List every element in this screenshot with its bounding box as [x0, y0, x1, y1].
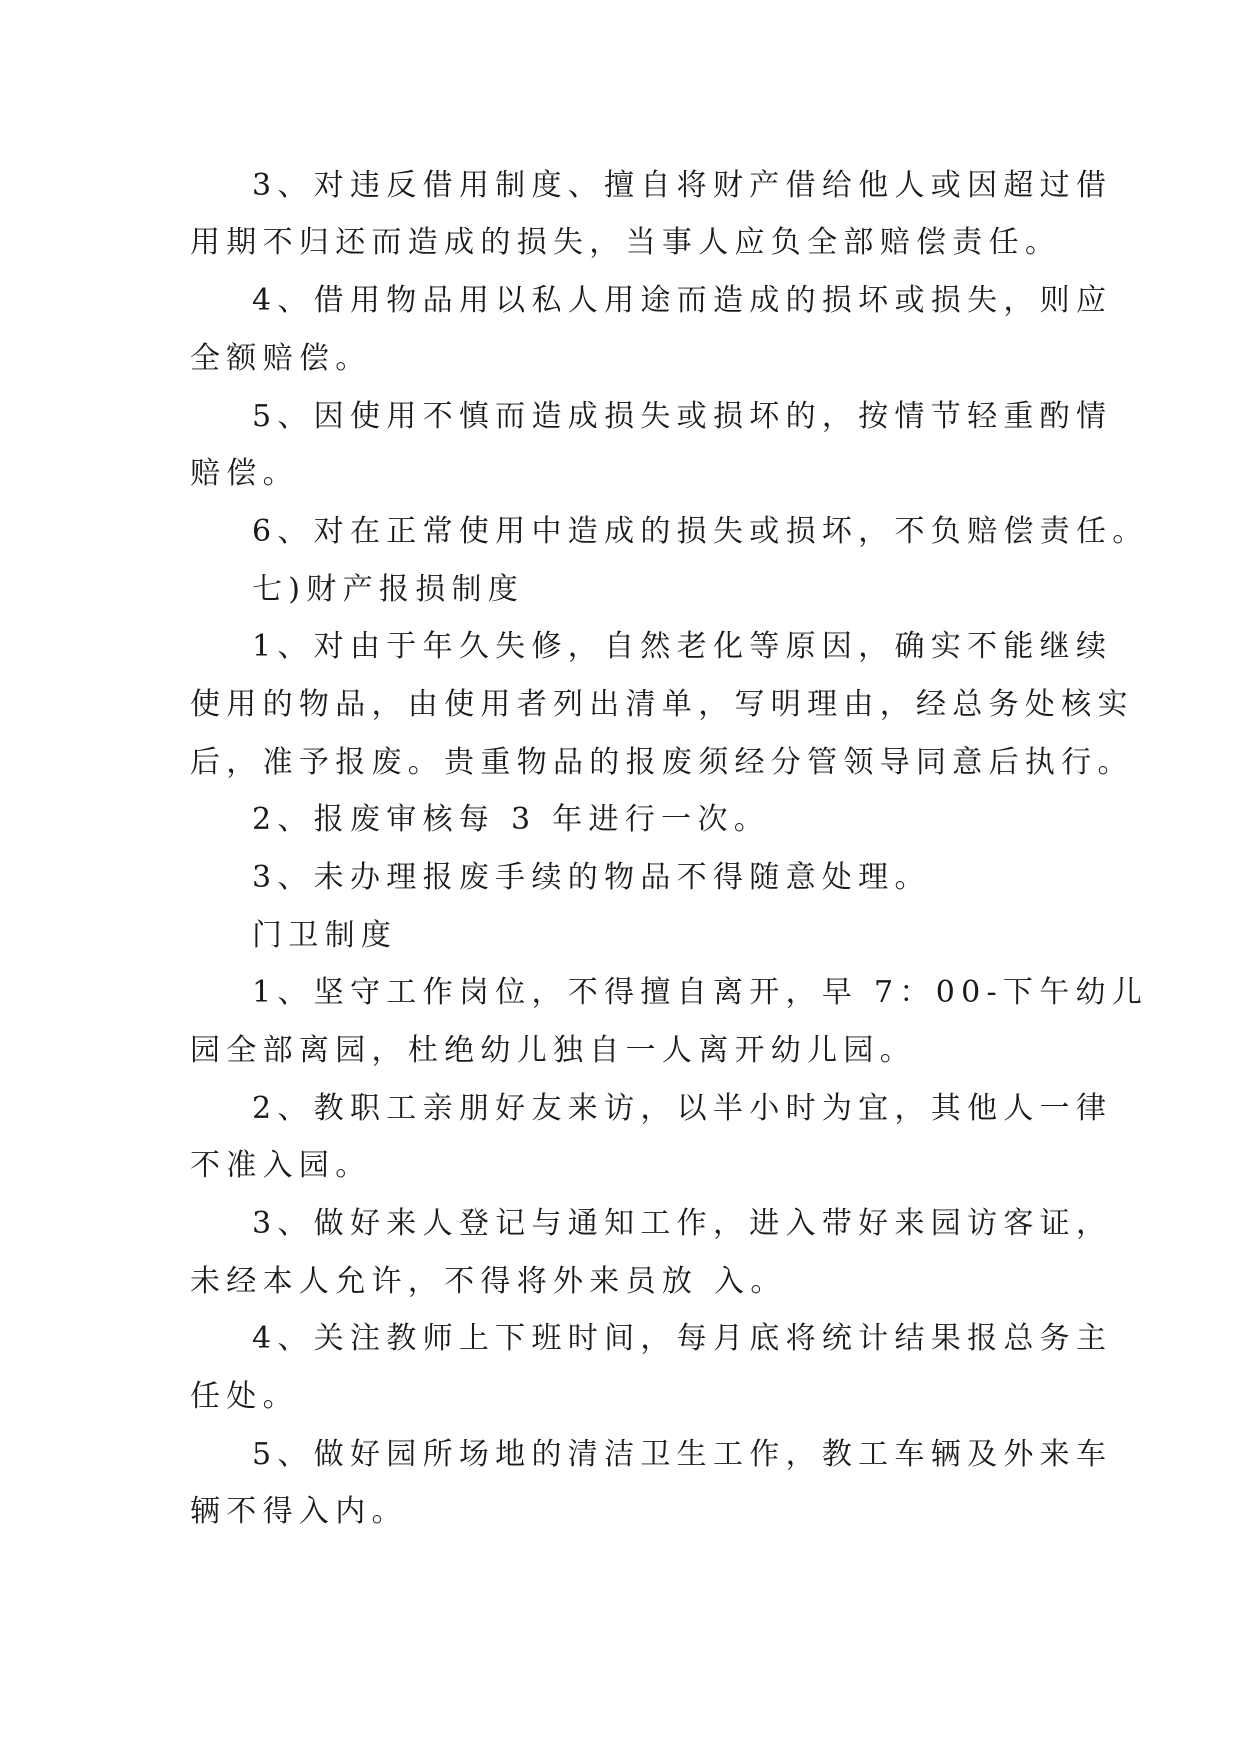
text-line: 2、教职工亲朋好友来访，以半小时为宜，其他人一律	[252, 1091, 1113, 1126]
text-line: 1、坚守工作岗位，不得擅自离开，早 7：00-下午幼儿	[252, 975, 1149, 1010]
section-heading: 七)财产报损制度	[252, 572, 525, 607]
text-line: 4、借用物品用以私人用途而造成的损坏或损失，则应	[252, 283, 1113, 318]
text-line: 2、报废审核每 3 年进行一次。	[252, 802, 771, 837]
section-heading: 门卫制度	[252, 918, 398, 953]
text-line: 未经本人允许，不得将外来员放 入。	[190, 1264, 787, 1299]
text-line: 3、做好来人登记与通知工作，进入带好来园访客证，	[252, 1206, 1113, 1241]
text-line: 3、未办理报废手续的物品不得随意处理。	[252, 860, 931, 895]
text-line: 任处。	[190, 1379, 299, 1414]
text-line: 4、关注教师上下班时间，每月底将统计结果报总务主	[252, 1321, 1113, 1356]
text-line: 5、因使用不慎而造成损失或损坏的，按情节轻重酌情	[252, 399, 1113, 434]
text-line: 使用的物品，由使用者列出清单，写明理由，经总务处核实	[190, 687, 1134, 722]
text-line: 全额赔偿。	[190, 341, 372, 376]
text-line: 3、对违反借用制度、擅自将财产借给他人或因超过借	[252, 168, 1113, 203]
text-line: 5、做好园所场地的清洁卫生工作，教工车辆及外来车	[252, 1437, 1113, 1472]
text-line: 6、对在正常使用中造成的损失或损坏，不负赔偿责任。	[252, 514, 1149, 549]
text-line: 园全部离园，杜绝幼儿独自一人离开幼儿园。	[190, 1033, 916, 1068]
text-line: 赔偿。	[190, 456, 299, 491]
text-line: 后，准予报废。贵重物品的报废须经分管领导同意后执行。	[190, 745, 1134, 780]
text-line: 用期不归还而造成的损失，当事人应负全部赔偿责任。	[190, 225, 1062, 260]
text-line: 辆不得入内。	[190, 1494, 408, 1529]
text-line: 1、对由于年久失修，自然老化等原因，确实不能继续	[252, 629, 1113, 664]
text-line: 不准入园。	[190, 1148, 372, 1183]
